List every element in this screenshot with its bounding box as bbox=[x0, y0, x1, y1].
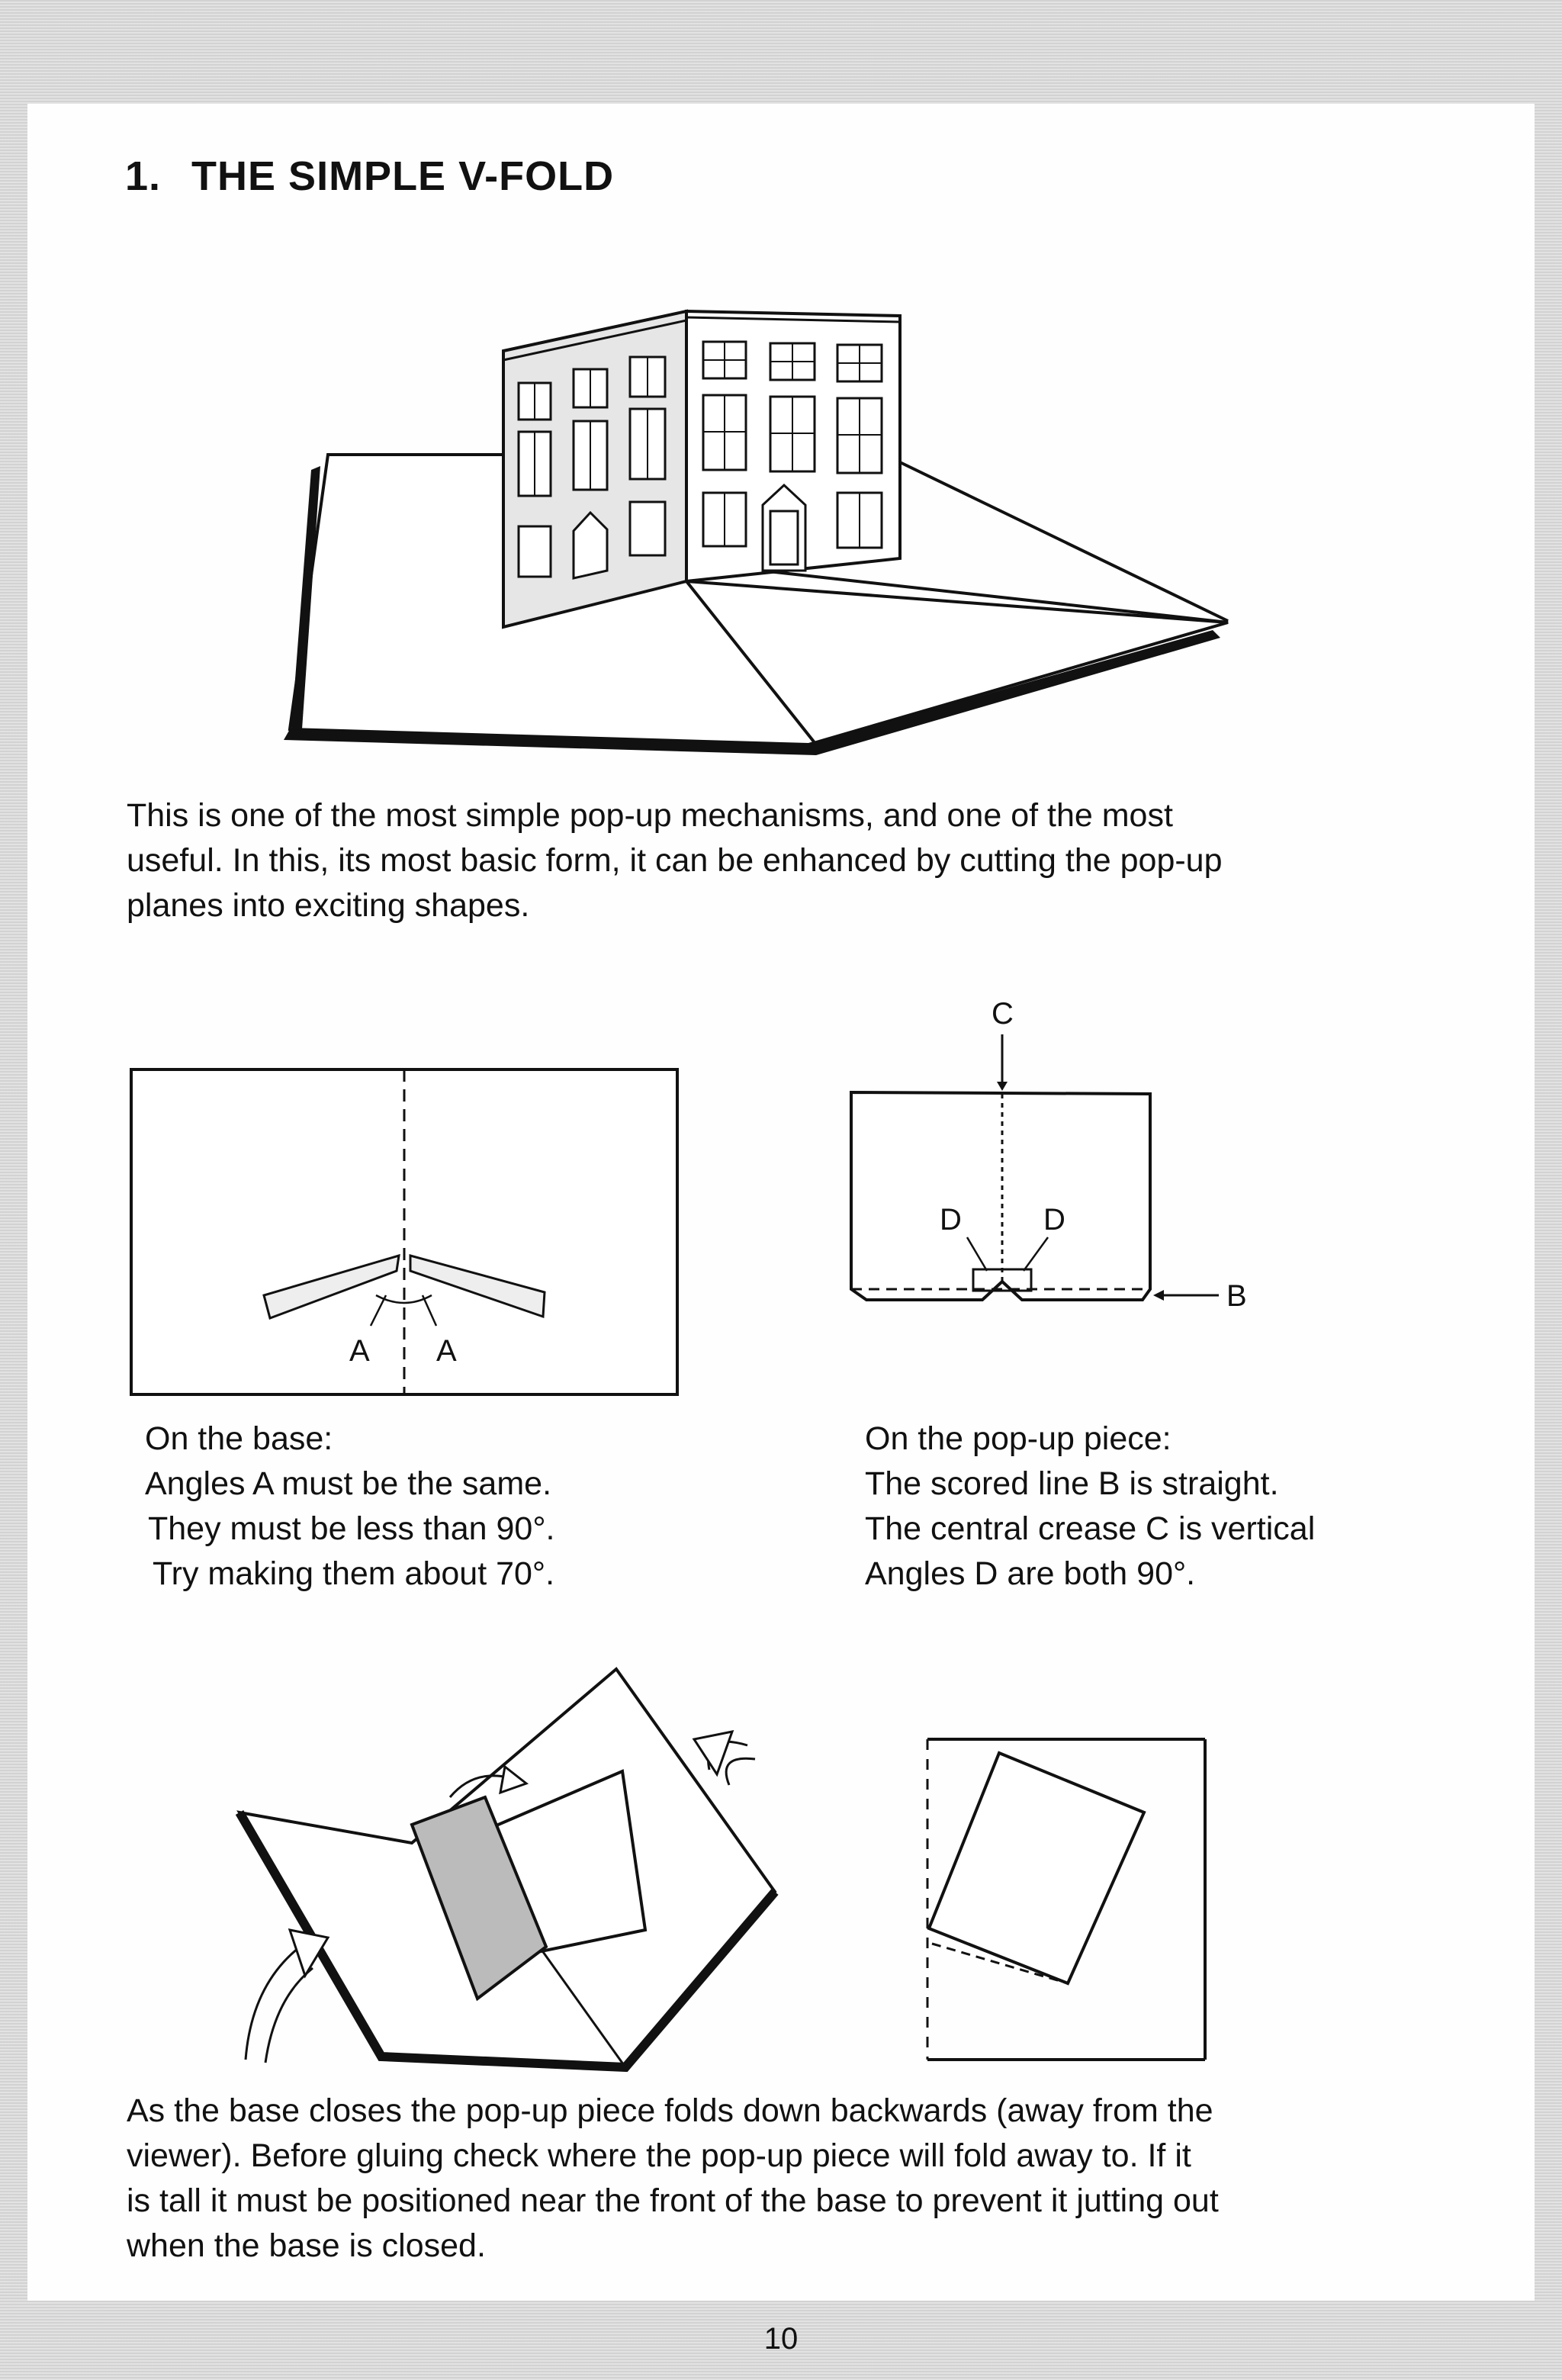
score-label-b: B bbox=[1226, 1279, 1247, 1313]
intro-line: This is one of the most simple pop-up mechanisms, and one of the most bbox=[127, 797, 1173, 834]
angle-label-a: A bbox=[436, 1334, 457, 1368]
outro-line: As the base closes the pop-up piece folds down backwards (away from the bbox=[127, 2092, 1213, 2129]
base-rules bbox=[145, 1417, 554, 1597]
section-title: THE SIMPLE V-FOLD bbox=[191, 153, 615, 199]
folded-side-diagram bbox=[923, 1736, 1210, 2064]
popup-rules bbox=[865, 1417, 1315, 1597]
angle-label-a: A bbox=[349, 1334, 370, 1368]
angle-label-d: D bbox=[940, 1203, 962, 1237]
intro-line: useful. In this, its most basic form, it can be enhanced by cutting the pop-up bbox=[127, 842, 1223, 879]
page-title bbox=[125, 153, 614, 200]
rule-line: The scored line B is straight. bbox=[865, 1465, 1279, 1502]
intro-line: planes into exciting shapes. bbox=[127, 887, 530, 924]
outro-line: is tall it must be positioned near the front of the base to prevent it jutting out bbox=[127, 2182, 1219, 2219]
rule-line: They must be less than 90°. bbox=[148, 1510, 555, 1547]
section-number: 1. bbox=[125, 153, 162, 199]
rule-heading: On the base: bbox=[145, 1420, 333, 1457]
outro-line: when the base is closed. bbox=[127, 2227, 486, 2264]
popup-piece-diagram bbox=[839, 992, 1266, 1327]
angle-label-d: D bbox=[1043, 1203, 1065, 1237]
outro-line: viewer). Before gluing check where the pop-up piece will fold away to. If it bbox=[127, 2137, 1191, 2174]
rule-line: The central crease C is vertical bbox=[865, 1510, 1316, 1547]
closing-base-illustration bbox=[229, 1663, 839, 2075]
rule-line: Try making them about 70°. bbox=[153, 1555, 555, 1592]
page-number: 10 bbox=[763, 2322, 799, 2356]
house-popup-illustration bbox=[275, 302, 1236, 760]
intro-paragraph bbox=[127, 793, 1423, 928]
rule-line: Angles D are both 90°. bbox=[865, 1555, 1196, 1592]
crease-label-c: C bbox=[992, 997, 1014, 1031]
rule-line: Angles A must be the same. bbox=[145, 1465, 552, 1502]
rule-heading: On the pop-up piece: bbox=[865, 1420, 1172, 1457]
outro-paragraph bbox=[127, 2089, 1438, 2269]
base-angle-diagram bbox=[128, 1066, 680, 1401]
